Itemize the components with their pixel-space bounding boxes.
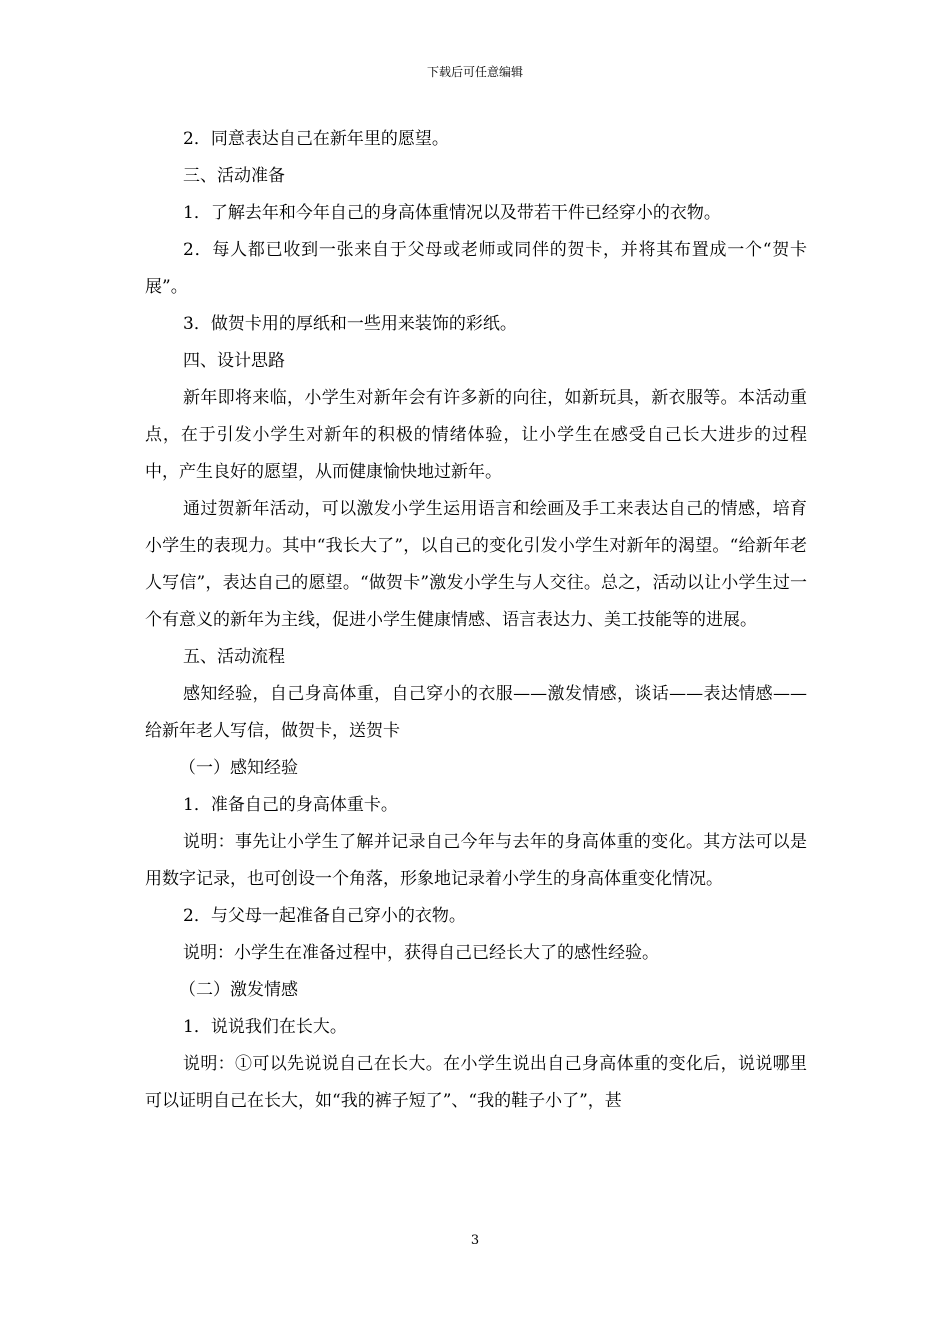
paragraph-preparation-2: 2．每人都已收到一张来自于父母或老师或同伴的贺卡，并将其布置成一个“贺卡展”。 [145,240,807,297]
paragraph-preparation-3: 3．做贺卡用的厚纸和一些用来装饰的彩纸。 [183,314,517,334]
paragraph-perception-note-1: 说明：事先让小学生了解并记录自己今年与去年的身高体重的变化。其方法可以是用数字记录，也可创设一个角落，形象地记录着小学生的身高体重变化情况。 [145,832,807,889]
paragraph-preparation-1: 1．了解去年和今年自己的身高体重情况以及带若干件已经穿小的衣物。 [183,203,721,223]
paragraph-process-summary: 感知经验，自己身高体重，自己穿小的衣服——激发情感，谈话——表达情感——给新年老人写信，做贺卡，送贺卡 [145,684,807,741]
page-number: 3 [470,1233,480,1248]
subheading-emotion: （二）激发情感 [179,980,298,1000]
paragraph-goal-2: 2．同意表达自己在新年里的愿望。 [183,129,449,149]
paragraph-design-2: 通过贺新年活动，可以激发小学生运用语言和绘画及手工来表达自己的情感，培育小学生的表现力。其中“我长大了”，以自己的变化引发小学生对新年的渴望。“给新年老人写信”，表达自己的愿望。“做贺卡”激发小学生与人交往。总之，活动以让小学生过一个有意义的新年为主线，促进小学生健康情感、语言表达力、美工技能等的进展。 [145,499,807,630]
paragraph-perception-2: 2．与父母一起准备自己穿小的衣物。 [183,906,466,926]
paragraph-design-1: 新年即将来临，小学生对新年会有许多新的向往，如新玩具，新衣服等。本活动重点，在于引发小学生对新年的积极的情绪体验，让小学生在感受自己长大进步的过程中，产生良好的愿望，从而健康愉快地过新年。 [145,388,807,482]
paragraph-perception-note-2: 说明：小学生在准备过程中，获得自己已经长大了的感性经验。 [183,943,659,963]
document-body [145,121,807,1120]
paragraph-perception-1: 1．准备自己的身高体重卡。 [183,795,398,815]
section-heading-preparation: 三、活动准备 [183,166,285,186]
section-heading-design: 四、设计思路 [183,351,285,371]
section-heading-process: 五、活动流程 [183,647,285,667]
page-header: 下载后可任意编辑 [426,65,523,79]
paragraph-emotion-note-1: 说明：①可以先说说自己在长大。在小学生说出自己身高体重的变化后，说说哪里可以证明自己在长大，如“我的裤子短了”、“我的鞋子小了”，甚 [145,1054,807,1111]
subheading-perception: （一）感知经验 [179,758,298,778]
paragraph-emotion-1: 1．说说我们在长大。 [183,1017,347,1037]
